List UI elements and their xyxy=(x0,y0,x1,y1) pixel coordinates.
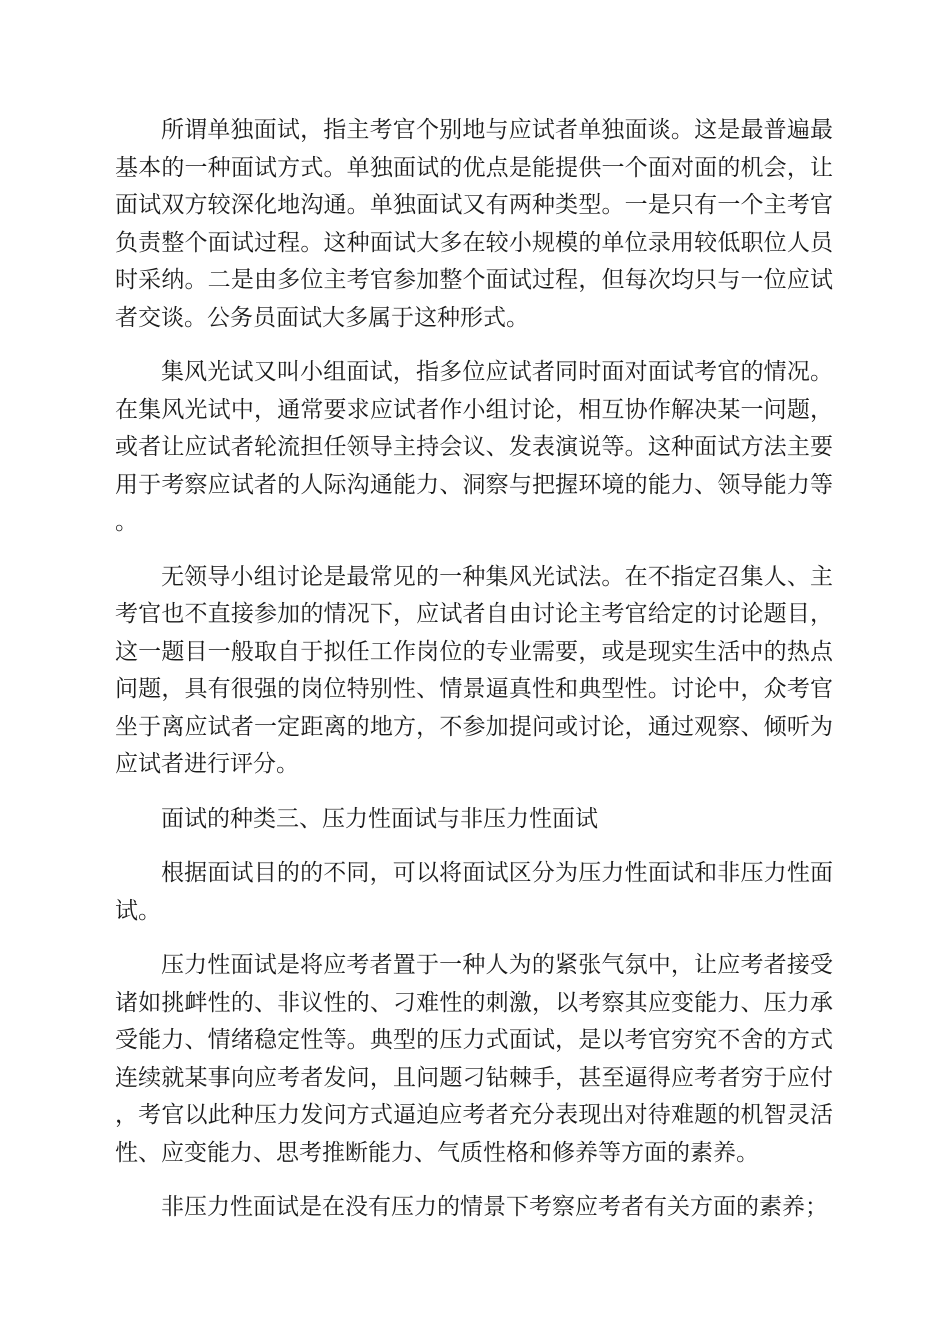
paragraph-purpose-classification: 根据面试目的的不同，可以将面试区分为压力性面试和非压力性面试。 xyxy=(115,860,833,924)
section-heading: 面试的种类三、压力性面试与非压力性面试 xyxy=(161,805,598,832)
paragraph-non-pressure-interview: 非压力性面试是在没有压力的情景下考察应考者有关方面的素养； xyxy=(161,1194,828,1220)
paragraph-individual-interview: 所谓单独面试，指主考官个别地与应试者单独面谈。这是最普遍最基本的一种面试方式。单独面试的优点是能提供一个面对面的机会，让面试双方较深化地沟通。单独面试又有两种类型。一是只有一个主考官负责整个面试过程。这种面试大多在较小规模的单位录用较低职位人员时采纳。二是由多位主考官参加整个面试过程，但每次均只与一位应试者交谈。公务员面试大多属于这种形式。 xyxy=(115,117,833,331)
document-page xyxy=(115,112,833,1244)
paragraph-group-interview: 集风光试又叫小组面试，指多位应试者同时面对面试考官的情况。在集风光试中，通常要求应试者作小组讨论，相互协作解决某一问题，或者让应试者轮流担任领导主持会议、发表演说等。这种面试方法主要用于考察应试者的人际沟通能力、洞察与把握环境的能力、领导能力等。 xyxy=(115,359,833,535)
paragraph-leaderless-discussion: 无领导小组讨论是最常见的一种集风光试法。在不指定召集人、主考官也不直接参加的情况下，应试者自由讨论主考官给定的讨论题目，这一题目一般取自于拟任工作岗位的专业需要，或是现实生活中的热点问题，具有很强的岗位特别性、情景逼真性和典型性。讨论中，众考官坐于离应试者一定距离的地方，不参加提问或讨论，通过观察、倾听为应试者进行评分。 xyxy=(115,563,833,777)
paragraph-pressure-interview: 压力性面试是将应考者置于一种人为的紧张气氛中，让应考者接受诸如挑衅性的、非议性的、刁难性的刺激，以考察其应变能力、压力承受能力、情绪稳定性等。典型的压力式面试，是以考官穷究不舍的方式连续就某事向应考者发问，且问题刁钻棘手，甚至逼得应考者穷于应付，考官以此种压力发问方式逼迫应考者充分表现出对待难题的机智灵活性、应变能力、思考推断能力、气质性格和修养等方面的素养。 xyxy=(115,952,833,1166)
